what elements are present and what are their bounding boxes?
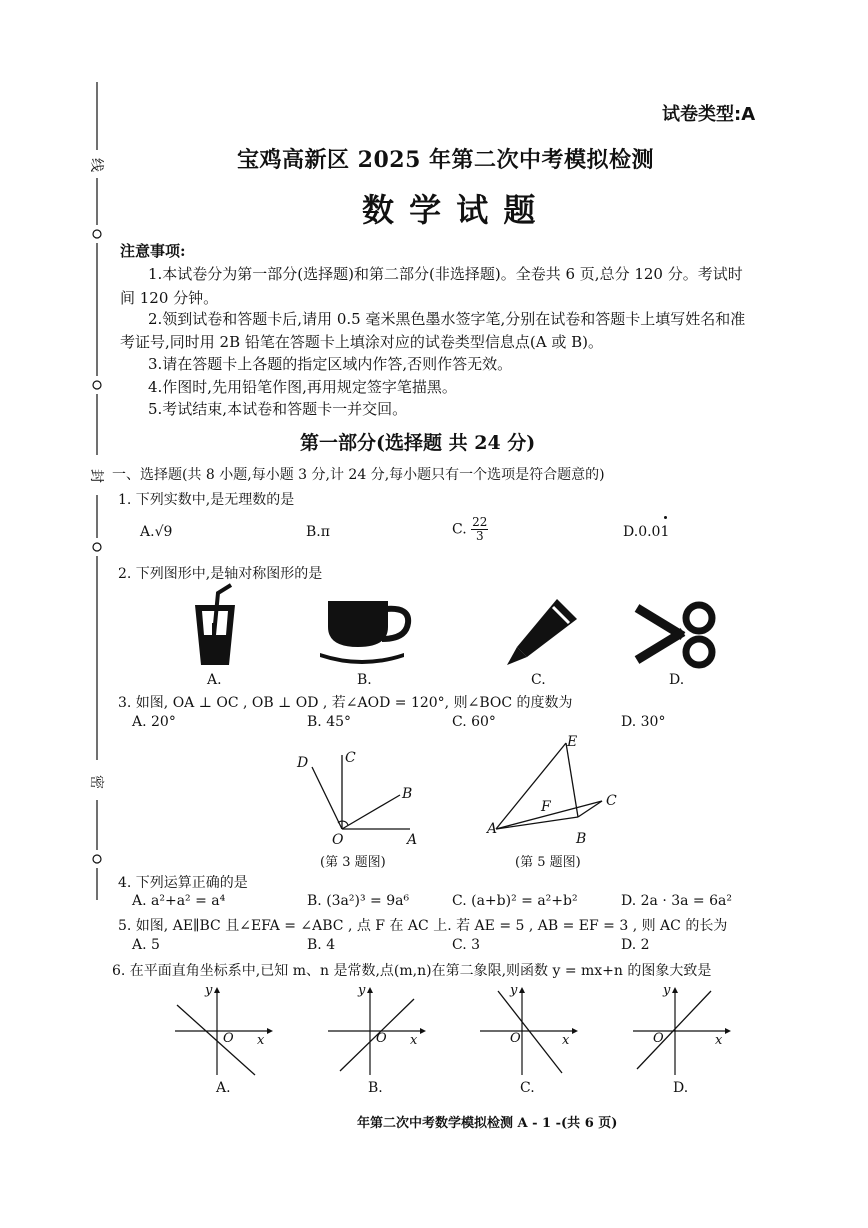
paper-type-label: 试卷类型:A [662, 104, 756, 125]
cup-with-straw-icon [185, 583, 245, 668]
q1-option-b [306, 524, 330, 540]
graph-c-y-label: y [510, 983, 518, 998]
graph-c-x-label: x [562, 1033, 570, 1048]
binding-char-xian: 线 [88, 158, 104, 172]
q6-stem: 6. 在平面直角坐标系中,已知 m、n 是常数,点(m,n)在第二象限,则函数 y = mx+n 的图象大致是 [112, 963, 712, 979]
fraction [471, 516, 488, 543]
note-item: 考证号,同时用 2B 铅笔在答题卡上填涂对应的试卷类型信息点(A 或 B)。 [120, 333, 603, 351]
q6-label-d: D. [673, 1080, 689, 1096]
note-item: 1.本试卷分为第一部分(选择题)和第二部分(非选择题)。全卷共 6 页,总分 120 分。考试时 [148, 265, 743, 283]
q3-option-d: D. 30° [621, 714, 666, 730]
fig5-caption: (第 5 题图) [515, 855, 581, 870]
figure-5-triangles [480, 735, 620, 845]
q6-label-a: A. [216, 1080, 231, 1096]
q5-option-b: B. 4 [307, 937, 336, 953]
binding-hole [93, 230, 101, 238]
graph-d-x-label: x [715, 1033, 723, 1048]
q2-label-b: B. [357, 672, 372, 688]
option-letter: D. [623, 524, 639, 540]
scissors-icon [635, 598, 720, 673]
fig5-point-b: B [576, 831, 587, 847]
q4-option-b: B. (3a²)³ = 9a⁶ [307, 893, 410, 909]
option-letter: C. [452, 521, 467, 538]
q6-graph-a [175, 985, 275, 1075]
note-item: 4.作图时,先用铅笔作图,再用规定签字笔描黑。 [148, 378, 457, 396]
fig3-caption: (第 3 题图) [320, 855, 386, 870]
q4-stem: 4. 下列运算正确的是 [118, 875, 248, 891]
q6-graph-c [480, 985, 580, 1075]
q4-option-d: D. 2a · 3a = 6a² [621, 893, 732, 909]
option-letter: A. [140, 524, 155, 540]
option-letter: B. [306, 524, 321, 540]
q1-option-d [623, 524, 669, 540]
graph-b-origin-label: O [376, 1031, 387, 1046]
option-value: 0.01 [638, 524, 670, 540]
notes-heading: 注意事项: [120, 242, 186, 260]
page-footer: 年第二次中考数学模拟检测 A - 1 -(共 6 页) [357, 1116, 618, 1131]
graph-d-axes [633, 985, 733, 1075]
binding-char-mi: 密 [88, 775, 104, 789]
binding-char-feng: 封 [88, 469, 104, 483]
part1-instruction: 一、选择题(共 8 小题,每小题 3 分,计 24 分,每小题只有一个选项是符合题意的) [112, 467, 605, 483]
q5-stem: 5. 如图, AE∥BC 且∠EFA = ∠ABC , 点 F 在 AC 上. 若 AE = 5 , AB = EF = 3 , 则 AC 的长为 [118, 918, 728, 934]
graph-a-x-label: x [257, 1033, 265, 1048]
option-value: π [320, 524, 330, 540]
note-item: 3.请在答题卡上各题的指定区域内作答,否则作答无效。 [148, 355, 513, 373]
q1-option-c [452, 516, 488, 543]
q6-label-c: C. [520, 1080, 535, 1096]
note-item: 2.领到试卷和答题卡后,请用 0.5 毫米黑色墨水签字笔,分别在试卷和答题卡上填写姓名和准 [148, 310, 746, 328]
q3-option-a: A. 20° [132, 714, 176, 730]
pencil-icon [505, 597, 580, 669]
fig5-point-f: F [541, 799, 551, 815]
q3-option-b: B. 45° [307, 714, 352, 730]
graph-a-axes [175, 985, 275, 1075]
part1-title: 第一部分(选择题 共 24 分) [300, 432, 536, 454]
graph-b-x-label: x [410, 1033, 418, 1048]
q1-stem: 1. 下列实数中,是无理数的是 [118, 492, 295, 508]
repeating-dot [664, 516, 667, 519]
q6-graph-b [328, 985, 428, 1075]
q5-option-c: C. 3 [452, 937, 481, 953]
note-item: 5.考试结束,本试卷和答题卡一并交回。 [148, 400, 408, 418]
coffee-cup-icon [320, 595, 415, 670]
q2-label-a: A. [207, 672, 222, 688]
graph-b-y-label: y [358, 983, 366, 998]
fig3-point-o: O [332, 832, 344, 848]
graph-d-y-label: y [663, 983, 671, 998]
graph-c-origin-label: O [510, 1031, 521, 1046]
q6-label-b: B. [368, 1080, 383, 1096]
q5-option-a: A. 5 [132, 937, 160, 953]
fig5-point-c: C [606, 793, 617, 809]
fig3-point-b: B [402, 786, 413, 802]
graph-c-axes [480, 985, 580, 1075]
binding-hole [93, 855, 101, 863]
graph-b-axes [328, 985, 428, 1075]
q2-label-d: D. [669, 672, 685, 688]
q6-graph-d [633, 985, 733, 1075]
note-item: 间 120 分钟。 [120, 289, 219, 307]
graph-d-origin-label: O [653, 1031, 664, 1046]
graph-a-origin-label: O [223, 1031, 234, 1046]
graph-a-y-label: y [205, 983, 213, 998]
q3-option-c: C. 60° [452, 714, 496, 730]
fig3-point-c: C [345, 750, 356, 766]
q1-option-a [140, 524, 172, 540]
subject-title: 数 学 试 题 [362, 191, 538, 229]
q2-label-c: C. [531, 672, 546, 688]
fig5-point-e: E [567, 734, 578, 750]
q4-option-c: C. (a+b)² = a²+b² [452, 893, 578, 909]
option-value: √9 [154, 524, 173, 540]
q4-option-a: A. a²+a² = a⁴ [132, 893, 226, 909]
q3-stem: 3. 如图, OA ⊥ OC , OB ⊥ OD , 若∠AOD = 120°, 则∠BOC 的度数为 [118, 695, 573, 711]
exam-title: 宝鸡高新区 2025 年第二次中考模拟检测 [237, 147, 655, 173]
fig3-point-a: A [407, 832, 418, 848]
q5-option-d: D. 2 [621, 937, 650, 953]
denominator: 3 [475, 529, 484, 543]
fig3-point-d: D [297, 755, 309, 771]
numerator: 22 [472, 515, 488, 529]
fig5-point-a: A [487, 821, 498, 837]
binding-hole [93, 543, 101, 551]
q2-stem: 2. 下列图形中,是轴对称图形的是 [118, 566, 323, 582]
binding-hole [93, 381, 101, 389]
